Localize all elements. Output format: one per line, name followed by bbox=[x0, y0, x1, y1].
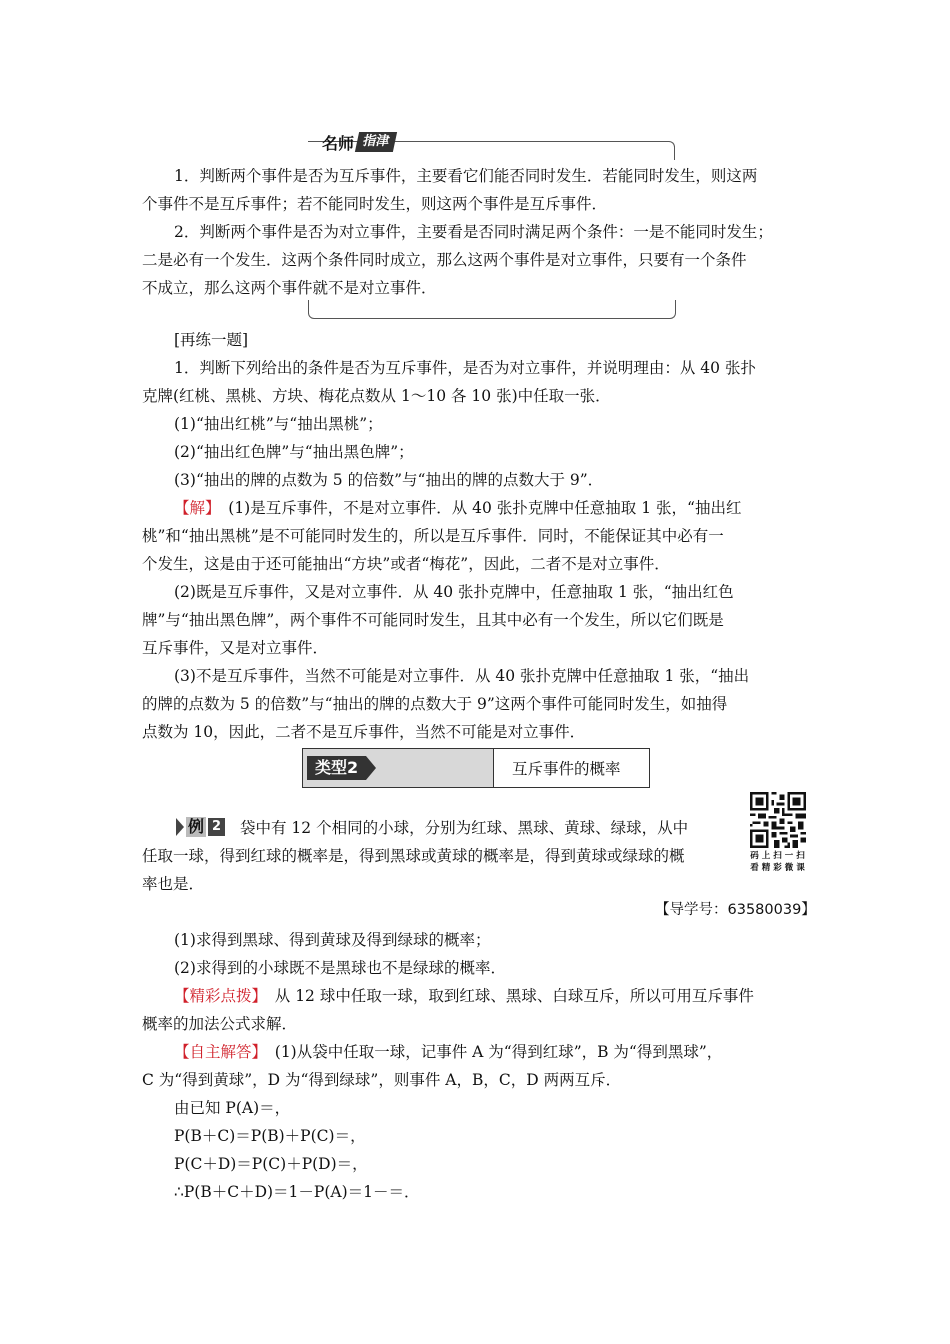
hint-text: 从 12 球中任取一球，取到红球、黑球、白球互斥，所以可用互斥事件 bbox=[259, 987, 754, 1005]
tip-line: 2．判断两个事件是否为对立事件，主要看是否同时满足两个条件：一是不能同时发生； bbox=[174, 223, 773, 241]
qr-caption bbox=[744, 850, 814, 874]
equation-line: 由已知 P(A)＝， bbox=[174, 1099, 291, 1117]
practice-option-3: (3)“抽出的牌的点数为 5 的倍数”与“抽出的牌的点数大于 9”． bbox=[174, 471, 604, 489]
solution-line bbox=[174, 1041, 722, 1063]
equation-line: P(C＋D)＝P(C)＋P(D)＝， bbox=[174, 1155, 368, 1173]
practice-option-2: (2)“抽出红色牌”与“抽出黑色牌”； bbox=[174, 443, 414, 461]
type-arrow-icon bbox=[366, 756, 376, 780]
type-title: 互斥事件的概率 bbox=[493, 749, 649, 787]
answer-line: (3)不是互斥事件，当然不可能是对立事件．从 40 张扑克牌中任意抽取 1 张，“抽出 bbox=[174, 667, 750, 685]
equation-line: P(B＋C)＝P(B)＋P(C)＝， bbox=[174, 1127, 366, 1145]
example-line: 任取一球，得到红球的概率是，得到黑球或黄球的概率是，得到黄球或绿球的概 bbox=[142, 847, 685, 865]
answer-line: 点数为 10，因此，二者不是互斥事件，当然不可能是对立事件． bbox=[142, 723, 586, 741]
answer-line: 互斥事件，又是对立事件． bbox=[142, 639, 329, 657]
qr-caption-line: 看精彩微课 bbox=[750, 863, 808, 873]
answer-line: (2)既是互斥事件，又是对立事件．从 40 张扑克牌中，任意抽取 1 张，“抽出红色 bbox=[174, 583, 734, 601]
example-line: 率也是． bbox=[142, 875, 205, 893]
tip-line: 个事件不是互斥事件；若不能同时发生，则这两个事件是互斥事件． bbox=[142, 195, 608, 213]
type-banner-label-area bbox=[303, 749, 493, 787]
hint-line: 概率的加法公式求解． bbox=[142, 1015, 298, 1033]
answer-line: 个发生，这是由于还可能抽出“方块”或者“梅花”，因此，二者不是对立事件． bbox=[142, 555, 670, 573]
tip-line: 二是必有一个发生．这两个条件同时成立，那么这两个事件是对立事件，只要有一个条件 bbox=[142, 251, 747, 269]
example-marker-number: 2 bbox=[208, 818, 225, 836]
guide-number: 【导学号：63580039】 bbox=[655, 902, 816, 918]
answer-text: (1)是互斥事件，不是对立事件．从 40 张扑克牌中任意抽取 1 张，“抽出红 bbox=[212, 499, 742, 517]
tip-line: 1．判断两个事件是否为互斥事件，主要看它们能否同时发生．若能同时发生，则这两 bbox=[174, 167, 758, 185]
solution-line: C 为“得到黄球”，D 为“得到绿球”，则事件 A，B，C，D 两两互斥． bbox=[142, 1071, 622, 1089]
tip-box-bottom-border bbox=[308, 300, 676, 319]
sub-question-1: (1)求得到黑球、得到黄球及得到绿球的概率； bbox=[174, 931, 491, 949]
answer-line: 的牌的点数为 5 的倍数”与“抽出的牌的点数大于 9”这两个事件可能同时发生，如抽得 bbox=[142, 695, 728, 713]
practice-option-1: (1)“抽出红桃”与“抽出黑桃”； bbox=[174, 415, 383, 433]
tip-title-badge: 指津 bbox=[355, 132, 397, 152]
type-banner bbox=[302, 748, 650, 788]
qr-code-icon[interactable] bbox=[750, 792, 806, 848]
tip-title bbox=[322, 129, 395, 155]
tip-title-text: 名师 bbox=[322, 133, 355, 153]
example-marker bbox=[176, 816, 225, 838]
answer-tag: 【解】 bbox=[174, 499, 213, 517]
type-label: 类型2 bbox=[307, 756, 366, 780]
example-marker-text: 例 bbox=[188, 817, 205, 836]
qr-caption-line: 码上扫一扫 bbox=[750, 851, 808, 861]
answer-line bbox=[174, 497, 741, 519]
answer-line: 桃”和“抽出黑桃”是不可能同时发生的，所以是互斥事件．同时，不能保证其中必有一 bbox=[142, 527, 724, 545]
sub-question-2: (2)求得到的小球既不是黑球也不是绿球的概率． bbox=[174, 959, 506, 977]
solution-tag: 【自主解答】 bbox=[174, 1043, 260, 1061]
practice-question-line: 1．判断下列给出的条件是否为互斥事件，是否为对立事件，并说明理由：从 40 张扑 bbox=[174, 359, 756, 377]
solution-text: (1)从袋中任取一球，记事件 A 为“得到红球”，B 为“得到黑球”， bbox=[259, 1043, 723, 1061]
answer-line: 牌”与“抽出黑色牌”，两个事件不可能同时发生，且其中必有一个发生，所以它们既是 bbox=[142, 611, 724, 629]
equation-line: ∴P(B＋C＋D)＝1－P(A)＝1－＝． bbox=[174, 1183, 420, 1201]
practice-heading: [再练一题] bbox=[174, 331, 249, 349]
hint-tag: 【精彩点拨】 bbox=[174, 987, 260, 1005]
tip-line: 不成立，那么这两个事件就不是对立事件． bbox=[142, 279, 437, 297]
hint-line bbox=[174, 985, 754, 1007]
example-line: 袋中有 12 个相同的小球，分别为红球、黑球、黄球、绿球，从中 bbox=[240, 819, 689, 837]
practice-question-line: 克牌(红桃、黑桃、方块、梅花点数从 1～10 各 10 张)中任取一张． bbox=[142, 387, 611, 405]
play-triangle-icon bbox=[176, 818, 184, 836]
